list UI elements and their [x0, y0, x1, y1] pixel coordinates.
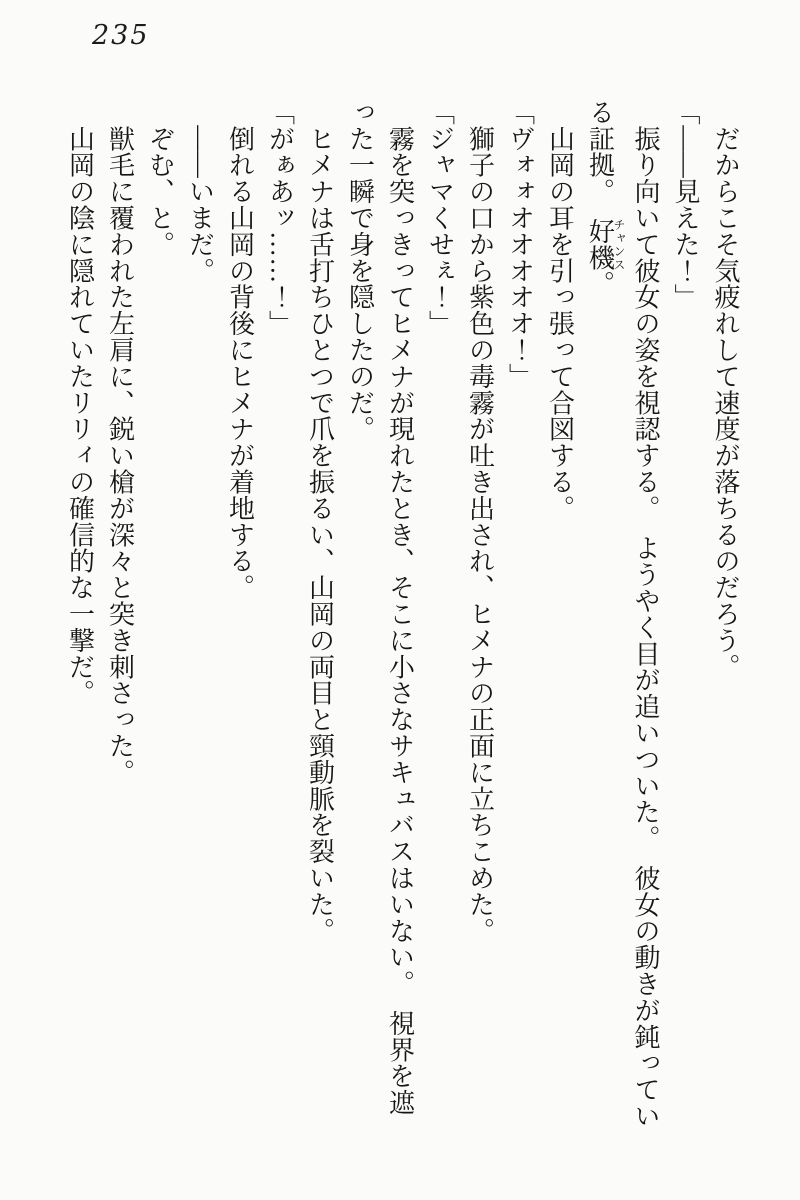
page-number: 235 [92, 20, 150, 51]
text-line: ——いまだ。 [185, 99, 215, 284]
ruby-line-post: 。 [585, 270, 615, 298]
text-line: った一瞬で身を隠したのだ。 [345, 99, 375, 443]
ruby-base: 好機 [585, 218, 615, 271]
text-line-dialogue: 「ジャマくせぇ！」 [425, 99, 455, 337]
text-line: だからこそ気疲れして速度が落ちるのだろう。 [711, 99, 740, 680]
text-line-dialogue: 「がぁあッ……！」 [265, 99, 295, 337]
text-line-dialogue: 「——見えた！」 [671, 99, 700, 311]
text-line-with-ruby [580, 99, 626, 1163]
text-line: 霧を突っきってヒメナが現れたとき、そこに小さなサキュバスはいない。 視界を遮 [385, 99, 415, 1116]
ruby-line-pre: る証拠。 [585, 99, 615, 218]
ruby-text: チャンス [612, 218, 626, 271]
text-line: ぞむ、と。 [145, 99, 175, 258]
text-line: 振り向いて彼女の姿を視認する。 ようやく目が追いついた。 彼女の動きが鈍ってい [631, 99, 660, 1129]
text-line: 倒れる山岡の背後にヒメナが着地する。 [225, 99, 255, 601]
text-line-dialogue: 「ヴォォオオオオオ！」 [505, 99, 535, 390]
text-line: 山岡の陰に隠れていたリリィの確信的な一撃だ。 [65, 99, 95, 707]
text-line: ヒメナは舌打ちひとつで爪を振るい、山岡の両目と頸動脈を裂いた。 [305, 99, 335, 944]
text-line: 獣毛に覆われた左肩に、鋭い槍が深々と突き刺さった。 [105, 99, 135, 786]
vertical-text-block [60, 99, 746, 1163]
text-line: 獅子の口から紫色の毒霧が吐き出され、ヒメナの正面に立ちこめた。 [465, 99, 495, 944]
ruby-kouki-chance [585, 218, 626, 271]
text-line: 山岡の耳を引っ張って合図する。 [545, 99, 575, 522]
